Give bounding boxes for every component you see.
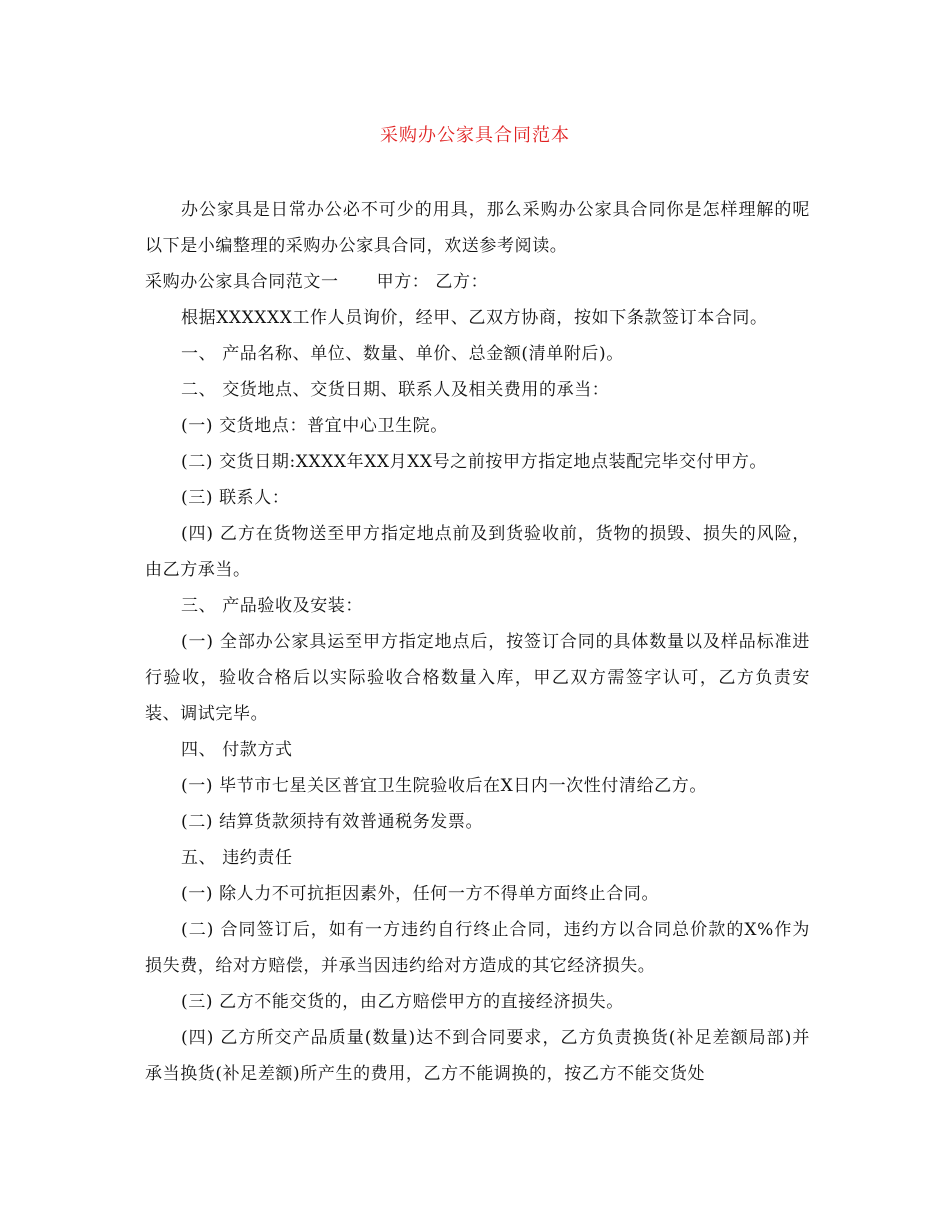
clause-paragraph: (一) 交货地点：普宜中心卫生院。 — [181, 416, 448, 436]
clause-paragraph: 四、 付款方式 — [181, 740, 293, 760]
party-a-label: 甲方： — [376, 272, 430, 292]
contract-heading: 采购办公家具合同范文一 — [145, 272, 339, 292]
clause-paragraph: (三) 乙方不能交货的，由乙方赔偿甲方的直接经济损失。 — [181, 992, 624, 1012]
clause-paragraph: (二) 交货日期:XXXX年XX月XX号之前按甲方指定地点装配完毕交付甲方。 — [181, 452, 768, 472]
clause-paragraph: (一) 全部办公家具运至甲方指定地点后，按签订合同的具体数量以及样品标准进行验收，验收合格后以实际验收合格数量入库，甲乙双方需签字认可，乙方负责安装、调试完毕。 — [145, 632, 810, 724]
clause-paragraph: 五、 违约责任 — [181, 848, 293, 868]
clause-paragraph: 一、 产品名称、单位、数量、单价、总金额(清单附后)。 — [181, 344, 624, 364]
clause-paragraph: 三、 产品验收及安装： — [181, 596, 364, 616]
document-body — [145, 192, 810, 1092]
clause-paragraph: (二) 结算货款须持有效普通税务发票。 — [181, 812, 484, 832]
clause-paragraph: 根据XXXXXX工作人员询价，经甲、乙双方协商，按如下条款签订本合同。 — [181, 308, 768, 328]
party-b-label: 乙方： — [435, 272, 489, 292]
contract-meta-line — [145, 264, 810, 300]
clause-paragraph: (四) 乙方在货物送至甲方指定地点前及到货验收前，货物的损毁、损失的风险，由乙方承当。 — [145, 524, 810, 580]
clause-paragraph: 二、 交货地点、交货日期、联系人及相关费用的承当： — [181, 380, 610, 400]
intro-paragraph: 办公家具是日常办公必不可少的用具，那么采购办公家具合同你是怎样理解的呢以下是小编整理的采购办公家具合同，欢送参考阅读。 — [145, 200, 810, 256]
clause-paragraph: (二) 合同签订后，如有一方违约自行终止合同，违约方以合同总价款的X%作为损失费，给对方赔偿，并承当因违约给对方造成的其它经济损失。 — [145, 920, 810, 976]
clause-paragraph: (一) 毕节市七星关区普宜卫生院验收后在X日内一次性付清给乙方。 — [181, 776, 707, 796]
clause-paragraph: (三) 联系人： — [181, 488, 290, 508]
clause-paragraph: (一) 除人力不可抗拒因素外，任何一方不得单方面终止合同。 — [181, 884, 660, 904]
clause-paragraph: (四) 乙方所交产品质量(数量)达不到合同要求，乙方负责换货(补足差额局部)并承当换货(补足差额)所产生的费用，乙方不能调换的，按乙方不能交货处 — [145, 1028, 810, 1084]
document-title: 采购办公家具合同范本 — [380, 125, 570, 146]
